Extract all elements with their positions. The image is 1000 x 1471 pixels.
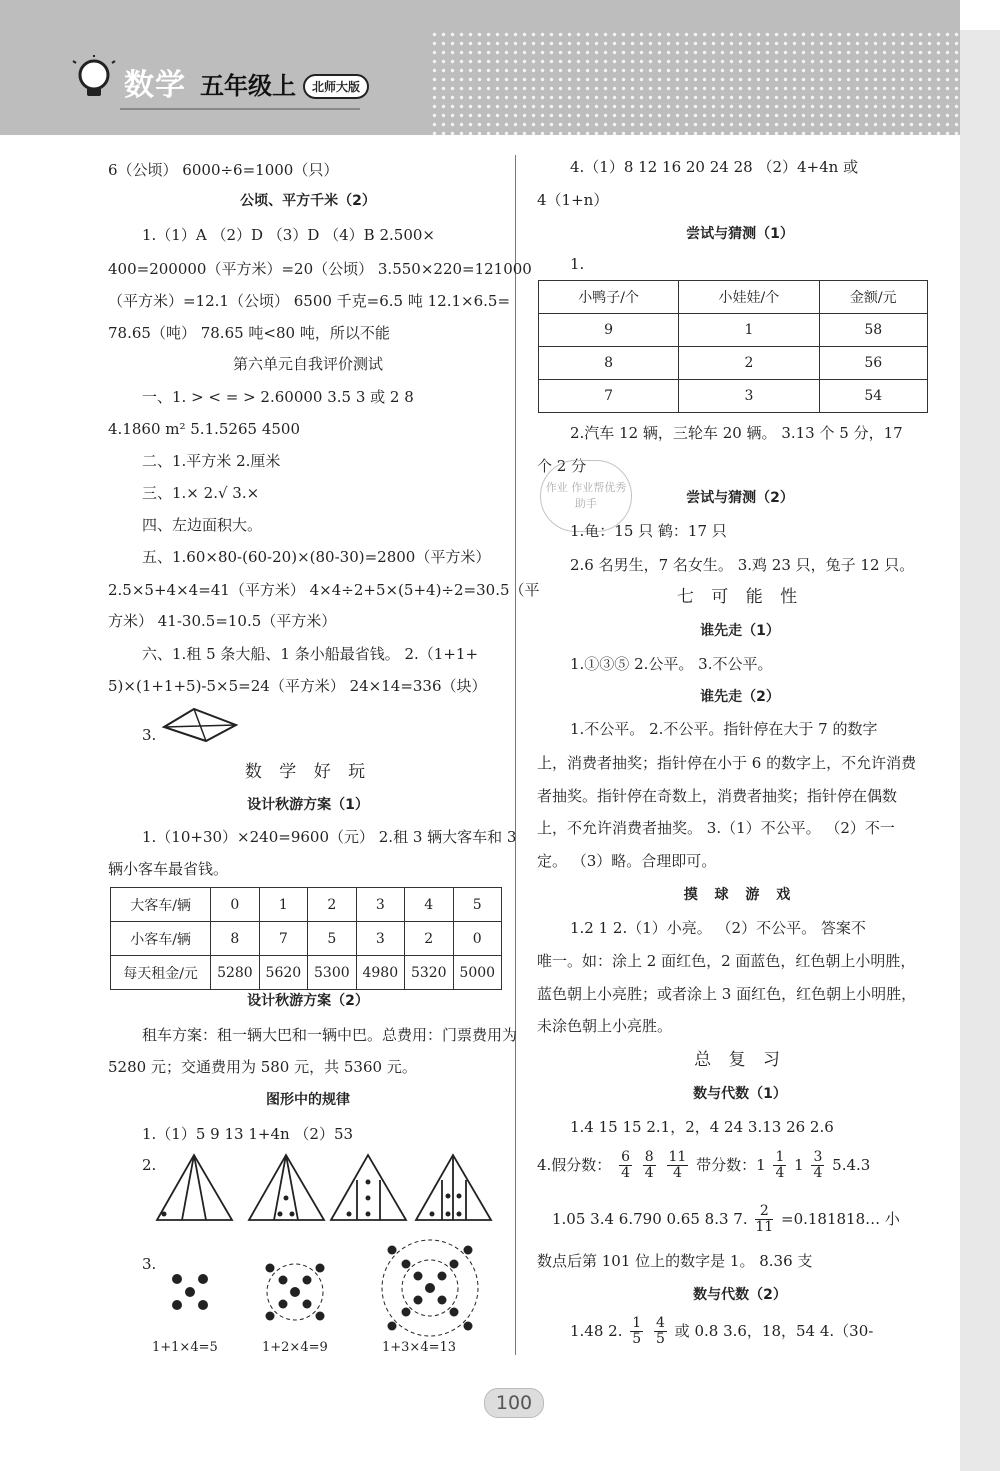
table-cell: 5	[453, 888, 502, 922]
answer-line: 者抽奖。指针停在奇数上，消费者抽奖；指针停在偶数	[537, 787, 898, 805]
answer-line: 2.5×5+4×4=41（平方米） 4×4÷2+5×(5+4)÷2=30.5（平	[108, 581, 540, 599]
section-title: 尝试与猜测（1）	[686, 226, 794, 242]
answer-line: 4（1+n）	[537, 191, 609, 209]
answer-line: 1.①③⑤ 2.公平。 3.不公平。	[570, 655, 773, 673]
text-span: 或 0.8 3.6，18，54 4.（30-	[674, 1321, 874, 1340]
answer-line: 3.	[142, 726, 157, 744]
table-cell: 54	[819, 380, 927, 413]
table-cell: 5320	[405, 956, 453, 990]
answer-line-fractions	[570, 1316, 873, 1348]
answer-line: 4.（1）8 12 16 20 24 28 （2）4+4n 或	[570, 158, 859, 176]
column-divider	[515, 155, 516, 1355]
table-cell: 每天租金/元	[111, 956, 211, 990]
table-cell: 5280	[211, 956, 259, 990]
bus-rental-table	[110, 887, 502, 990]
table-cell: 58	[819, 314, 927, 347]
fraction: $\frac{11}{4}$	[668, 1149, 687, 1182]
fraction: $\frac{2}{11}$	[755, 1203, 774, 1236]
page-number: 100	[484, 1388, 544, 1418]
table-cell: 4	[405, 888, 453, 922]
section-heading: 数 学 好 玩	[244, 762, 372, 782]
answer-line: 2.	[142, 1156, 157, 1174]
answer-line: 1.2 1 2.（1）小亮。 （2）不公平。 答案不	[570, 919, 866, 937]
section-title: 设计秋游方案（2）	[247, 993, 369, 1009]
section-title: 图形中的规律	[266, 1092, 350, 1108]
fraction: $\frac{1}{4}$	[775, 1149, 785, 1182]
answer-line: 四、左边面积大。	[142, 516, 263, 534]
answer-line: 1.（10+30）×240=9600（元） 2.租 3 辆大客车和 3	[142, 828, 517, 846]
fraction: $\frac{1}{5}$	[632, 1315, 642, 1348]
answer-line: 五、1.60×80-(60-20)×(80-30)=2800（平方米）	[142, 548, 491, 566]
section-title: 数与代数（2）	[693, 1287, 787, 1303]
answer-line: 二、1.平方米 2.厘米	[142, 452, 281, 470]
fraction: $\frac{8}{4}$	[644, 1149, 654, 1182]
answer-line: 个 2 分	[537, 457, 587, 475]
section-title: 谁先走（1）	[700, 623, 780, 639]
answer-line: 唯一。如：涂上 2 面红色，2 面蓝色，红色朝上小明胜，	[537, 952, 916, 970]
header-dot-pattern	[430, 30, 960, 135]
answer-line: 三、1.× 2.√ 3.×	[142, 484, 260, 502]
table-cell: 小娃娃/个	[679, 281, 819, 314]
text-span: 1.48 2.	[570, 1321, 623, 1340]
subject-title: 数学	[124, 68, 186, 103]
section-title: 公顷、平方千米（2）	[240, 193, 376, 209]
table-cell: 5300	[308, 956, 356, 990]
table-cell: 0	[453, 922, 502, 956]
table-cell: 5	[308, 922, 356, 956]
header-underline	[120, 108, 360, 110]
table-cell: 7	[259, 922, 307, 956]
table-row	[539, 314, 928, 347]
table-cell: 0	[211, 888, 259, 922]
table-row	[111, 956, 502, 990]
triangle-pattern-figure	[152, 1150, 512, 1225]
answer-line: 4.1860 m² 5.1.5265 4500	[108, 420, 300, 438]
fraction: $\frac{6}{4}$	[621, 1149, 631, 1182]
toy-purchase-table	[538, 280, 928, 413]
answer-line: 六、1.租 5 条大船、1 条小船最省钱。 2.（1+1+	[142, 645, 479, 663]
answer-line: 1.	[570, 255, 585, 273]
table-cell: 8	[539, 347, 679, 380]
table-cell: 3	[356, 922, 404, 956]
table-cell: 3	[679, 380, 819, 413]
table-cell: 5620	[259, 956, 307, 990]
answer-line-fractions	[552, 1204, 900, 1236]
answer-line: 1.龟：15 只 鹤：17 只	[570, 522, 727, 540]
lightbulb-icon	[72, 55, 116, 99]
answer-line: 一、1. > < = > 2.60000 3.5 3 或 2 8	[142, 388, 414, 406]
table-cell: 大客车/辆	[111, 888, 211, 922]
table-cell: 2	[405, 922, 453, 956]
table-cell: 1	[259, 888, 307, 922]
pattern-equation: 1+2×4=9	[262, 1340, 328, 1355]
table-cell: 5000	[453, 956, 502, 990]
table-row	[539, 281, 928, 314]
text-span: 带分数：1	[696, 1155, 766, 1174]
section-heading: 摸 球 游 戏	[683, 887, 797, 903]
text-span: 1.05 3.4 6.790 0.65 8.3 7.	[552, 1209, 748, 1228]
section-title: 第六单元自我评价测试	[232, 355, 383, 373]
answer-line: 租车方案：租一辆大巴和一辆中巴。总费用：门票费用为	[142, 1026, 518, 1044]
table-cell: 小客车/辆	[111, 922, 211, 956]
text-span: 1	[794, 1155, 804, 1174]
answer-line: 1.4 15 15 2.1，2，4 24 3.13 26 2.6	[570, 1118, 834, 1136]
pattern-equation: 1+1×4=5	[152, 1340, 218, 1355]
table-cell: 4980	[356, 956, 404, 990]
answer-line: 定。 （3）略。合理即可。	[537, 852, 717, 870]
section-title: 谁先走（2）	[700, 689, 780, 705]
answer-line: 1.（1）A （2）D （3）D （4）B 2.500×	[142, 226, 435, 244]
page-header	[0, 0, 960, 135]
dot-pattern-figure	[160, 1230, 500, 1340]
answer-line: 蓝色朝上小亮胜；或者涂上 3 面红色，红色朝上小明胜，	[537, 985, 917, 1003]
edition-badge: 北师大版	[303, 74, 369, 99]
fraction: $\frac{3}{4}$	[813, 1149, 823, 1182]
table-cell: 3	[356, 888, 404, 922]
watermark-stamp: 作业 作业帮优秀助手	[540, 460, 632, 532]
table-row	[539, 380, 928, 413]
answer-line: 未涂色朝上小亮胜。	[537, 1017, 673, 1035]
answer-line: 6（公顷） 6000÷6=1000（只）	[108, 161, 339, 179]
answer-line: 辆小客车最省钱。	[108, 860, 229, 878]
section-heading: 总 复 习	[694, 1050, 786, 1070]
table-cell: 2	[679, 347, 819, 380]
answer-line: 数点后第 101 位上的数字是 1。 8.36 支	[537, 1252, 813, 1270]
answer-line: 5)×(1+1+5)-5×5=24（平方米） 24×14=336（块）	[108, 677, 487, 695]
text-span: =0.181818… 小	[781, 1209, 900, 1228]
table-row	[111, 888, 502, 922]
table-cell: 2	[308, 888, 356, 922]
answer-line: 2.6 名男生，7 名女生。 3.鸡 23 只，兔子 12 只。	[570, 556, 915, 574]
table-cell: 小鸭子/个	[539, 281, 679, 314]
answer-line: 5280 元；交通费用为 580 元，共 5360 元。	[108, 1058, 417, 1076]
table-cell: 56	[819, 347, 927, 380]
answer-line-fractions	[537, 1150, 870, 1182]
answer-line: 方米） 41-30.5=10.5（平方米）	[108, 612, 337, 630]
quadrilateral-figure	[160, 705, 240, 745]
pattern-equation: 1+3×4=13	[382, 1340, 457, 1355]
page-edge-shadow	[960, 30, 1000, 1471]
section-title: 设计秋游方案（1）	[247, 797, 369, 813]
grade-label: 五年级上	[200, 72, 296, 100]
section-title: 尝试与猜测（2）	[686, 490, 794, 506]
table-cell: 9	[539, 314, 679, 347]
fraction: $\frac{4}{5}$	[655, 1315, 665, 1348]
answer-line: 3.	[142, 1255, 157, 1273]
answer-line: 上，不允许消费者抽奖。 3.（1）不公平。 （2）不一	[537, 819, 895, 837]
answer-line: 400=200000（平方米）=20（公顷） 3.550×220=121000	[108, 260, 532, 278]
answer-line: 78.65（吨） 78.65 吨<80 吨，所以不能	[108, 324, 390, 342]
table-row	[111, 922, 502, 956]
table-row	[539, 347, 928, 380]
answer-line: 2.汽车 12 辆，三轮车 20 辆。 3.13 个 5 分，17	[570, 424, 903, 442]
answer-line: 上，消费者抽奖；指针停在小于 6 的数字上，不允许消费	[537, 754, 917, 772]
section-title: 数与代数（1）	[693, 1086, 787, 1102]
text-span: 5.4.3	[832, 1155, 871, 1174]
answer-line: 1.不公平。 2.不公平。指针停在大于 7 的数字	[570, 720, 878, 738]
table-cell: 金额/元	[819, 281, 927, 314]
text-span: 4.假分数：	[537, 1155, 612, 1174]
table-cell: 7	[539, 380, 679, 413]
answer-line: 1.（1）5 9 13 1+4n （2）53	[142, 1125, 354, 1143]
table-cell: 8	[211, 922, 259, 956]
section-heading: 七 可 能 性	[676, 587, 804, 607]
answer-line: （平方米）=12.1（公顷） 6500 千克=6.5 吨 12.1×6.5=	[108, 292, 511, 310]
table-cell: 1	[679, 314, 819, 347]
